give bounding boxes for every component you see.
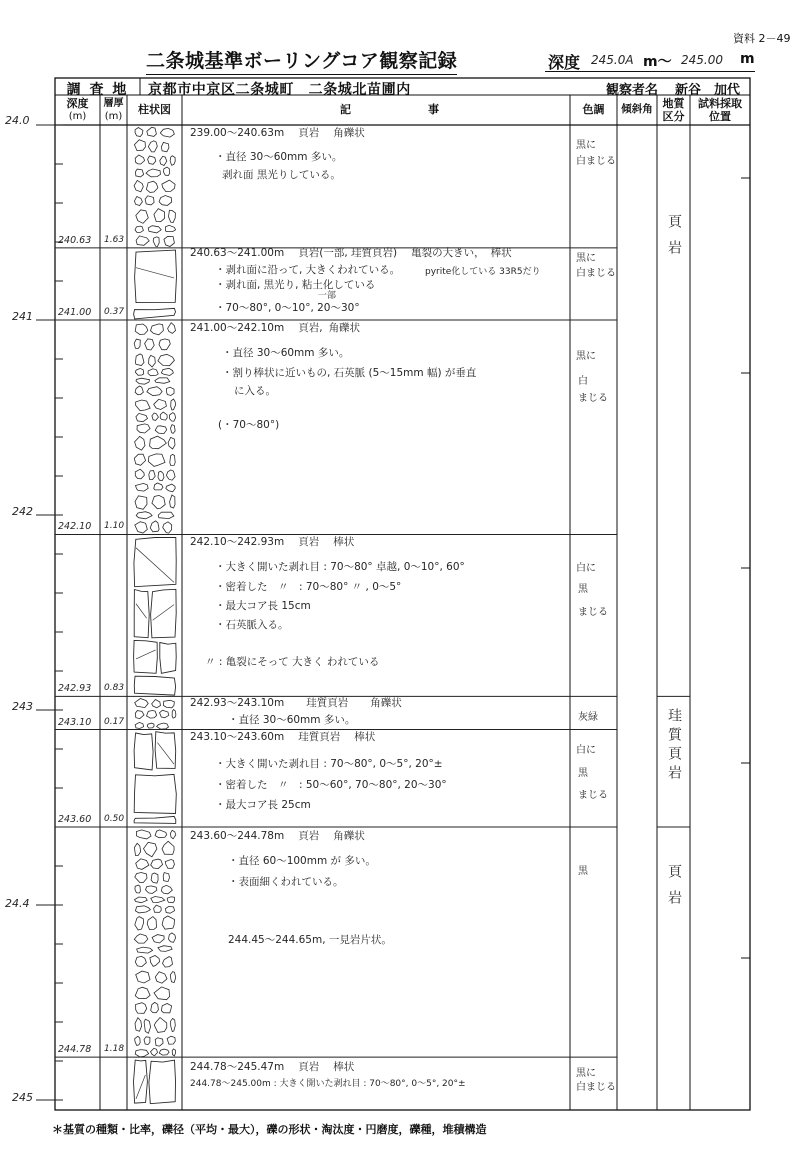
record-line: ・直径 60～100mm が 多い。	[228, 855, 376, 867]
color-note: まじる	[578, 607, 608, 618]
core-fragment	[158, 471, 164, 480]
record-header	[190, 731, 375, 744]
site-label: 調 査 地	[66, 82, 129, 98]
record-line: ・表面細くわれている。	[228, 876, 344, 888]
core-fragment	[136, 971, 150, 983]
depth-range-from: 245.0A	[591, 53, 634, 67]
record-header	[190, 536, 354, 549]
core-fragment	[135, 496, 147, 510]
record-note: 亀裂の大きい，	[411, 247, 485, 259]
record-header	[190, 697, 402, 710]
scale-label: 242	[12, 505, 33, 518]
core-fragment	[135, 386, 143, 395]
core-fragment	[147, 917, 156, 930]
record-structure: 角礫状	[328, 322, 361, 334]
record-line: ・剥れ面に沿って, 大きくわれている。	[215, 264, 401, 276]
core-fragment	[170, 972, 175, 983]
scale-label: 245	[12, 1091, 33, 1104]
core-fragment	[148, 156, 156, 164]
core-fragment	[162, 180, 175, 192]
core-fragment	[146, 169, 160, 177]
core-fragment	[159, 196, 172, 206]
core-fragment	[163, 700, 174, 708]
core-fragment	[154, 399, 167, 409]
layer-bottom-depth: 244.78	[58, 1044, 92, 1055]
core-piece	[134, 1060, 148, 1103]
core-fragment	[151, 859, 163, 869]
core-fragment	[171, 1018, 176, 1031]
footnote: ＊基質の種類・比率，礫径（平均・最大），礫の形状・淘汰度・円磨度，礫種，堆積構造	[52, 1123, 487, 1136]
geology-unit-label: 珪質頁岩	[666, 708, 682, 784]
record-header	[190, 247, 512, 260]
col-color-label: 色調	[582, 103, 605, 116]
record-rock-type: 頁岩	[298, 830, 320, 842]
core-piece	[134, 590, 149, 638]
color-note: 白まじる	[576, 156, 616, 167]
core-fragment	[145, 196, 154, 205]
core-fragment	[151, 324, 164, 335]
core-fragment	[147, 723, 154, 728]
color-note: 黒に	[576, 253, 596, 264]
record-depth-range: 242.93～243.10m	[190, 697, 285, 709]
core-fragment	[168, 437, 175, 449]
core-piece	[160, 643, 176, 674]
record-header	[190, 322, 360, 335]
record-line: ・剥れ面, 黒光り, 粘土化している	[215, 279, 376, 291]
core-fragment	[168, 323, 176, 334]
core-fragment	[160, 156, 167, 165]
core-fragment	[171, 425, 176, 434]
core-fragment	[148, 226, 161, 233]
core-fragment	[167, 1036, 175, 1044]
col-thickness-label: 層厚	[103, 98, 124, 109]
core-fragment	[136, 859, 149, 870]
record-depth-range: 243.10～243.60m	[190, 731, 285, 743]
color-note: まじる	[578, 393, 608, 404]
core-fragment	[146, 181, 158, 192]
core-fragment	[134, 339, 140, 348]
core-fragment	[134, 180, 143, 191]
scale-label: 243	[12, 700, 33, 713]
record-line: (・70～80°)	[218, 419, 280, 431]
core-fragment	[147, 711, 157, 719]
record-line: 244.45～244.65m, 一見岩片状。	[228, 934, 392, 946]
core-fragment	[151, 873, 158, 883]
record-structure: 棒状	[490, 247, 512, 259]
core-fragment	[135, 873, 147, 883]
core-fragment	[158, 512, 174, 519]
core-fragment	[163, 522, 172, 533]
record-header	[190, 1061, 354, 1074]
core-piece	[155, 732, 176, 769]
color-note: まじる	[578, 790, 608, 801]
core-fragment	[161, 885, 172, 894]
record-line: ・直径 30～60mm 多い。	[222, 347, 350, 359]
core-fragment	[148, 454, 165, 467]
core-fragment	[148, 369, 158, 376]
depth-range-to-unit: m	[740, 51, 755, 67]
scale-label: 241	[12, 310, 33, 323]
core-fragment	[134, 454, 145, 465]
core-fragment	[152, 935, 164, 943]
core-fragment	[135, 226, 143, 232]
core-fragment	[136, 413, 148, 421]
record-rock-type: 頁岩,	[298, 322, 323, 334]
color-note: 黒に	[576, 140, 596, 151]
depth-range	[545, 50, 755, 72]
core-fragment	[153, 237, 159, 247]
core-fragment	[147, 127, 157, 136]
core-fragment	[146, 886, 157, 894]
core-fragment	[149, 355, 156, 367]
core-fragment	[144, 1019, 151, 1033]
core-fragment	[154, 483, 163, 490]
color-note: 黒	[578, 866, 588, 877]
core-fragment	[155, 830, 167, 838]
record-rock-type: 頁岩	[298, 536, 320, 548]
col-geology-label-2: 区分	[662, 110, 685, 123]
core-fragment	[151, 897, 165, 903]
record-rock-type: 頁岩(一部, 珪質頁岩)	[298, 247, 398, 259]
core-fragment	[135, 354, 144, 366]
core-fragment	[155, 378, 170, 384]
core-fragment	[144, 1037, 150, 1045]
color-note: 黒に	[576, 1068, 596, 1079]
core-fragment	[159, 339, 170, 350]
core-fragment	[163, 873, 169, 882]
observer-label: 観察者名	[606, 83, 659, 98]
core-fragment	[152, 413, 159, 420]
record-line: ・割り棒状に近いもの, 石英脈 (5～15mm 幅) が垂直	[222, 367, 477, 379]
col-geology-label-1: 地質	[662, 97, 685, 110]
core-fragment	[145, 339, 155, 350]
core-fragment	[137, 424, 150, 433]
core-piece	[151, 589, 177, 638]
col-depth-label: 深度	[66, 97, 89, 110]
col-depth-unit: (m)	[68, 111, 87, 122]
geology-unit-label: 頁岩	[666, 214, 682, 266]
record-line: ・直径 30～60mm 多い。	[215, 151, 343, 163]
core-fragment	[135, 711, 144, 719]
layer-bottom-depth: 242.93	[58, 683, 92, 694]
record-line: 244.78～245.00m : 大きく開いた剥れ目 : 70～80°, 0～5°, 20°±	[190, 1079, 466, 1089]
observer-name: 新谷 加代	[675, 83, 741, 98]
record-line: 〃 : 亀裂にそって 大きく われている	[205, 656, 380, 668]
core-fragment	[158, 946, 172, 952]
record-line: ・直径 30～60mm 多い。	[228, 714, 356, 726]
core-fragment	[136, 210, 149, 224]
core-fragment	[137, 947, 153, 953]
color-note: 灰緑	[578, 712, 598, 723]
core-fragment	[135, 324, 148, 335]
core-fragment	[135, 436, 145, 450]
record-depth-range: 243.60～244.78m	[190, 830, 285, 842]
core-fragment	[136, 483, 149, 491]
core-fragment	[135, 1050, 148, 1057]
core-fragment	[135, 368, 143, 375]
core-piece	[134, 640, 158, 673]
core-fragment	[160, 412, 167, 420]
core-fragment	[135, 897, 148, 903]
record-line: ・大きく開いた剥れ目 : 70～80°, 0～5°, 20°±	[215, 758, 443, 770]
core-fragment	[135, 1036, 141, 1045]
record-structure: 角礫状	[370, 697, 402, 709]
core-fragment	[134, 140, 145, 151]
core-fragment	[154, 905, 162, 912]
record-line: ・最大コア長 15cm	[215, 600, 311, 612]
layer-bottom-depth: 243.60	[58, 814, 92, 825]
record-structure: 角礫状	[333, 127, 365, 139]
core-fragment	[154, 1018, 167, 1033]
core-fragment	[167, 897, 174, 903]
record-depth-range: 244.78～245.47m	[190, 1061, 285, 1073]
col-sample-label-2: 位置	[709, 110, 731, 123]
record-line: 一部	[318, 291, 337, 301]
core-fragment	[135, 155, 144, 164]
core-fragment	[169, 210, 176, 222]
core-fragment	[166, 484, 175, 492]
core-fragment	[135, 987, 150, 998]
core-fragment	[148, 141, 157, 152]
core-fragment	[172, 710, 176, 719]
core-fragment	[155, 972, 167, 984]
core-fragment	[170, 413, 176, 422]
col-thickness-unit: (m)	[104, 111, 123, 122]
core-piece	[134, 774, 176, 813]
color-note: 黒	[578, 768, 588, 779]
core-fragment	[135, 522, 148, 533]
record-structure: 角礫状	[333, 830, 365, 842]
core-fragment	[135, 906, 150, 913]
depth-range-label: 深度	[548, 53, 581, 72]
depth-range-from-unit: m〜	[643, 54, 672, 70]
core-fragment	[166, 470, 175, 480]
core-fragment	[155, 426, 167, 434]
core-fragment	[152, 700, 161, 708]
core-fragment	[169, 933, 176, 942]
layer-thickness: 1.63	[104, 235, 125, 245]
core-fragment	[161, 142, 169, 151]
layer-bottom-depth: 242.10	[58, 521, 92, 532]
record-structure: 棒状	[354, 731, 376, 743]
core-fragment	[158, 354, 175, 365]
core-piece	[134, 733, 153, 770]
core-fragment	[162, 841, 174, 854]
color-note: 白に	[576, 563, 596, 574]
core-fragment	[151, 1048, 158, 1056]
color-note: 白まじる	[576, 268, 616, 279]
core-fragment	[135, 956, 146, 966]
record-line: ・大きく開いた剥れ目 : 70～80° 卓越, 0～10°, 60°	[215, 561, 465, 573]
core-fragment	[159, 1049, 169, 1055]
core-fragment	[155, 1038, 163, 1046]
core-fragment	[150, 956, 160, 967]
color-note: 黒	[578, 584, 588, 595]
page-title: 二条城基準ボーリングコア観察記録	[146, 46, 457, 75]
site-value: 京都市中京区二条城町 二条城北苗圃内	[148, 82, 411, 98]
core-piece	[134, 537, 176, 586]
layer-bottom-depth: 243.10	[58, 717, 92, 728]
record-depth-range: 239.00～240.63m	[190, 127, 285, 139]
layer-thickness: 1.10	[104, 521, 125, 531]
core-fragment	[149, 471, 155, 480]
core-fragment	[136, 236, 149, 245]
record-line: ・最大コア長 25cm	[215, 799, 311, 811]
col-record-label-2: 事	[428, 103, 439, 116]
document-reference: 資料 2－49	[733, 32, 791, 45]
record-structure: 棒状	[333, 536, 355, 548]
color-note: 白	[578, 376, 588, 387]
core-fragment	[135, 128, 143, 137]
core-fragment	[135, 917, 144, 930]
core-fragment	[135, 1018, 142, 1032]
core-fragment	[165, 860, 174, 869]
col-dip-label: 傾斜角	[621, 103, 653, 115]
record-rock-type: 頁岩	[298, 1061, 320, 1073]
core-piece	[134, 308, 176, 319]
core-fragment	[163, 957, 173, 968]
core-piece	[134, 816, 176, 823]
record-line: に入る。	[234, 385, 276, 397]
core-fragment	[135, 699, 149, 708]
record-line: ・密着した 〃 : 70～80° 〃 , 0～5°	[215, 581, 402, 593]
record-rock-type: 珪質頁岩	[298, 731, 341, 743]
col-record-label-1: 記	[340, 103, 351, 116]
core-fragment	[134, 934, 148, 943]
core-fragment	[147, 387, 162, 396]
geology-unit-label: 頁岩	[666, 864, 682, 916]
color-note: 白まじる	[576, 1082, 616, 1093]
layer-bottom-depth: 241.00	[58, 307, 92, 318]
core-fragment	[136, 830, 151, 839]
col-column-diagram-label: 柱状図	[138, 103, 171, 116]
core-fragment	[134, 843, 140, 855]
core-fragment	[135, 169, 143, 177]
core-fragment	[154, 987, 170, 1000]
scale-label: 24.4	[5, 897, 30, 910]
layer-thickness: 0.50	[104, 814, 125, 824]
core-fragment	[136, 512, 152, 519]
record-line: pyrite化している 33R5だり	[425, 267, 541, 277]
record-depth-range: 240.63～241.00m	[190, 247, 285, 259]
scale-label: 24.0	[5, 114, 30, 127]
core-fragment	[162, 916, 174, 929]
core-fragment	[165, 225, 175, 231]
layer-thickness: 0.17	[104, 717, 125, 727]
core-piece	[149, 1060, 176, 1104]
color-note: 白に	[576, 745, 596, 756]
core-fragment	[136, 1003, 147, 1014]
core-fragment	[157, 723, 169, 729]
core-fragment	[172, 1049, 175, 1056]
record-rock-type: 頁岩	[298, 127, 320, 139]
depth-range-to: 245.00	[681, 53, 723, 67]
record-depth-range: 242.10～242.93m	[190, 536, 285, 548]
record-rock-type: 珪質頁岩	[306, 697, 349, 709]
core-fragment	[154, 209, 165, 222]
core-fragment	[135, 885, 141, 893]
layer-thickness: 0.37	[104, 307, 125, 317]
core-fragment	[161, 1004, 171, 1013]
layer-thickness: 0.83	[104, 683, 125, 693]
core-fragment	[136, 400, 151, 411]
core-fragment	[164, 236, 175, 246]
core-fragment	[170, 454, 175, 465]
record-structure: 棒状	[333, 1061, 355, 1073]
record-header	[190, 830, 365, 843]
record-line: ・石英脈入る。	[215, 619, 289, 631]
core-fragment	[170, 156, 175, 165]
core-fragment	[135, 197, 143, 206]
record-depth-range: 241.00～242.10m	[190, 322, 285, 334]
core-fragment	[170, 830, 176, 839]
core-fragment	[165, 907, 174, 914]
core-fragment	[150, 521, 159, 532]
color-note: 黒に	[576, 351, 596, 362]
core-fragment	[166, 387, 174, 395]
core-piece	[134, 676, 175, 695]
core-fragment	[160, 710, 169, 718]
layer-bottom-depth: 240.63	[58, 235, 92, 246]
core-fragment	[135, 722, 144, 728]
core-fragment	[152, 495, 165, 508]
core-fragment	[151, 1002, 159, 1012]
core-fragment	[136, 378, 150, 384]
record-header	[190, 127, 365, 140]
core-fragment	[171, 399, 176, 410]
core-fragment	[150, 436, 167, 449]
core-fragment	[160, 128, 174, 137]
col-sample-label-1: 試料採取	[698, 97, 742, 110]
core-fragment	[163, 167, 169, 175]
record-line: ・70～80°, 0～10°, 20～30°	[215, 302, 360, 314]
core-fragment	[135, 469, 144, 479]
core-fragment	[170, 495, 175, 508]
record-line: 剥れ面 黒光りしている。	[222, 169, 341, 181]
core-fragment	[144, 842, 157, 857]
core-fragment	[161, 368, 173, 375]
layer-thickness: 1.18	[104, 1044, 125, 1054]
record-line: ・密着した 〃 : 50～60°, 70～80°, 20～30°	[215, 779, 447, 791]
core-piece	[135, 250, 177, 303]
